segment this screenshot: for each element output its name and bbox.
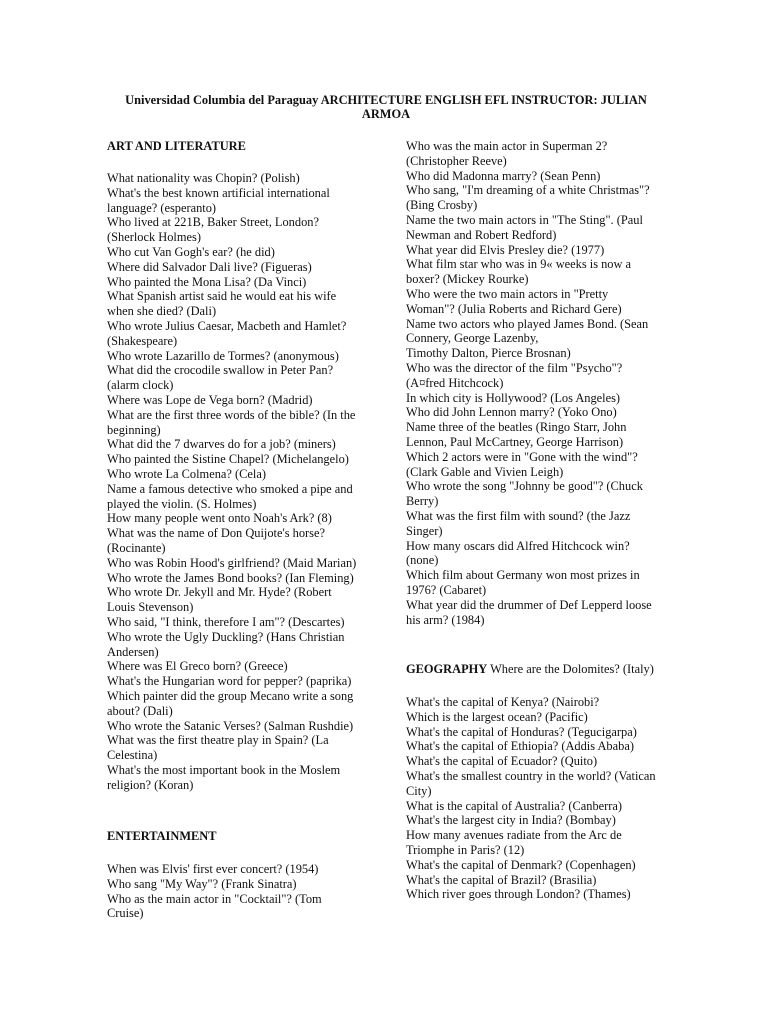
- document-title: [112, 93, 660, 122]
- art-literature-line: Who lived at 221B, Baker Street, London?: [107, 215, 319, 230]
- section-heading-art-literature: ART AND LITERATURE: [107, 139, 246, 153]
- entertainment-line: (Clark Gable and Vivien Leigh): [406, 464, 564, 479]
- geography-line: What's the smallest country in the world? (Vatican: [406, 769, 656, 783]
- art-literature-line: Who painted the Mona Lisa? (Da Vinci): [107, 274, 307, 289]
- art-literature-line: about? (Dali): [107, 703, 173, 718]
- geography-first-question: Where are the Dolomites? (Italy): [487, 662, 654, 676]
- art-literature-line: What's the Hungarian word for pepper? (paprika): [107, 674, 352, 689]
- entertainment-line: Newman and Robert Redford): [406, 227, 557, 242]
- entertainment-line: Which 2 actors were in "Gone with the wind"?: [406, 449, 638, 464]
- art-literature-line: Louis Stevenson): [107, 600, 194, 615]
- art-literature-line: (Shakespeare): [107, 333, 178, 348]
- art-literature-line: How many people went onto Noah's Ark? (8): [107, 511, 332, 526]
- entertainment-line: boxer? (Mickey Rourke): [406, 272, 529, 287]
- geography-line: What is the capital of Australia? (Canberra): [406, 798, 623, 813]
- art-literature-line: Name a famous detective who smoked a pipe and: [107, 481, 353, 496]
- geography-line: Which river goes through London? (Thames): [406, 887, 631, 902]
- art-literature-line: Andersen): [107, 644, 159, 659]
- entertainment-line: Woman"? (Julia Roberts and Richard Gere): [406, 301, 622, 316]
- entertainment-line: his arm? (1984): [406, 612, 485, 627]
- entertainment-line: Who wrote the song "Johnny be good"? (Chuck: [406, 479, 643, 494]
- geography-line: Which is the largest ocean? (Pacific): [406, 709, 588, 724]
- entertainment-line: What was the first film with sound? (the Jazz: [406, 509, 631, 523]
- geography-line: What's the capital of Ethiopia? (Addis Ababa): [406, 739, 634, 754]
- art-literature-line: (Sherlock Holmes): [107, 230, 201, 245]
- art-literature-line: What did the crocodile swallow in Peter Pan?: [107, 363, 334, 378]
- entertainment-line: Singer): [406, 523, 443, 538]
- geography-line: What's the capital of Ecuador? (Quito): [406, 754, 598, 769]
- entertainment-line: Name three of the beatles (Ringo Starr, John: [406, 420, 627, 435]
- entertainment-line: Who was the main actor in Superman 2?: [406, 139, 608, 153]
- art-literature-line: Where was Lope de Vega born? (Madrid): [107, 393, 313, 407]
- art-literature-line: Who wrote Julius Caesar, Macbeth and Hamlet?: [107, 319, 347, 333]
- art-literature-line: Who was Robin Hood's girlfriend? (Maid Marian): [107, 555, 357, 570]
- geography-line: What's the capital of Honduras? (Tegucigarpa): [406, 724, 637, 739]
- section-heading-entertainment: ENTERTAINMENT: [107, 829, 217, 843]
- title-line-2: ARMOA: [361, 107, 411, 122]
- entertainment-line: What year did Elvis Presley die? (1977): [406, 242, 605, 257]
- entertainment-line: When was Elvis' first ever concert? (1954): [107, 862, 319, 876]
- art-literature-line: What nationality was Chopin? (Polish): [107, 171, 300, 185]
- entertainment-line: Who was the director of the film "Psycho"?: [406, 361, 623, 375]
- art-literature-line: Who said, "I think, therefore I am"? (Descartes): [107, 615, 345, 629]
- entertainment-line: (none): [406, 553, 439, 568]
- section-heading-geography: GEOGRAPHY: [406, 662, 488, 676]
- art-literature-line: Which painter did the group Mecano write a song: [107, 689, 354, 703]
- entertainment-line: In which city is Hollywood? (Los Angeles): [406, 390, 621, 405]
- entertainment-line: Cruise): [107, 906, 144, 921]
- entertainment-line: Which film about Germany won most prizes in: [406, 568, 640, 583]
- entertainment-line: Who were the two main actors in "Pretty: [406, 287, 609, 301]
- geography-line: How many avenues radiate from the Arc de: [406, 828, 622, 843]
- art-literature-line: (alarm clock): [107, 378, 174, 393]
- art-literature-line: Where did Salvador Dali live? (Figueras): [107, 259, 312, 274]
- art-literature-line: Who wrote the Ugly Duckling? (Hans Christian: [107, 629, 345, 644]
- art-literature-line: Celestina): [107, 748, 158, 763]
- geography-line: What's the largest city in India? (Bombay): [406, 813, 616, 828]
- art-literature-line: What was the name of Don Quijote's horse?: [107, 526, 325, 541]
- geography-line: Triomphe in Paris? (12): [406, 843, 525, 857]
- section-heading-geography-row: [406, 662, 654, 677]
- art-literature-line: religion? (Koran): [107, 777, 194, 792]
- entertainment-line: What film star who was in 9« weeks is now a: [406, 257, 632, 272]
- entertainment-line: Timothy Dalton, Pierce Brosnan): [406, 346, 571, 361]
- art-literature-line: Who wrote the Satanic Verses? (Salman Rushdie): [107, 718, 354, 733]
- geography-line: What's the capital of Denmark? (Copenhagen): [406, 857, 636, 872]
- art-literature-line: Who wrote Dr. Jekyll and Mr. Hyde? (Robert: [107, 585, 332, 600]
- entertainment-line: (A¤fred Hitchcock): [406, 375, 504, 390]
- entertainment-line: Who sang, "I'm dreaming of a white Christmas"?: [406, 183, 650, 198]
- entertainment-line: Berry): [406, 494, 439, 509]
- art-literature-line: Who wrote La Colmena? (Cela): [107, 467, 266, 481]
- entertainment-line: How many oscars did Alfred Hitchcock win?: [406, 538, 630, 553]
- art-literature-line: What Spanish artist said he would eat his wife: [107, 289, 337, 304]
- geography-line: City): [406, 783, 432, 798]
- title-line-1: Universidad Columbia del Paraguay ARCHITECTURE ENGLISH EFL INSTRUCTOR: JULIAN: [125, 93, 647, 107]
- art-literature-line: Who painted the Sistine Chapel? (Michelangelo): [107, 452, 349, 467]
- entertainment-line: (Bing Crosby): [406, 198, 478, 213]
- art-literature-line: when she died? (Dali): [107, 304, 217, 319]
- art-literature-line: What did the 7 dwarves do for a job? (miners): [107, 437, 336, 452]
- art-literature-line: played the violin. (S. Holmes): [107, 496, 257, 511]
- art-literature-line: What was the first theatre play in Spain? (La: [107, 733, 329, 748]
- art-literature-line: language? (esperanto): [107, 200, 217, 215]
- art-literature-line: Who cut Van Gogh's ear? (he did): [107, 245, 275, 259]
- art-literature-line: Who wrote the James Bond books? (Ian Fleming): [107, 570, 354, 585]
- entertainment-line: Who sang "My Way"? (Frank Sinatra): [107, 876, 297, 891]
- art-literature-line: Who wrote Lazarillo de Tormes? (anonymous): [107, 348, 339, 363]
- art-literature-line: What's the best known artificial international: [107, 185, 330, 200]
- entertainment-line: Name two actors who played James Bond. (Sean: [406, 316, 649, 331]
- art-literature-line: What's the most important book in the Moslem: [107, 763, 341, 777]
- entertainment-line: 1976? (Cabaret): [406, 583, 487, 597]
- entertainment-line: What year did the drummer of Def Lepperd loose: [406, 597, 652, 612]
- art-literature-line: (Rocinante): [107, 541, 166, 555]
- art-literature-line: Where was El Greco born? (Greece): [107, 659, 288, 674]
- art-literature-line: What are the first three words of the bible? (In the: [107, 407, 356, 422]
- entertainment-line: Who as the main actor in "Cocktail"? (Tom: [107, 891, 322, 906]
- entertainment-line: Name the two main actors in "The Sting". (Paul: [406, 213, 643, 227]
- entertainment-line: (Christopher Reeve): [406, 153, 507, 168]
- geography-line: What's the capital of Brazil? (Brasilia): [406, 872, 597, 887]
- entertainment-line: Who did Madonna marry? (Sean Penn): [406, 168, 601, 183]
- geography-line: What's the capital of Kenya? (Nairobi?: [406, 695, 600, 709]
- entertainment-line: Connery, George Lazenby,: [406, 331, 539, 346]
- entertainment-line: Who did John Lennon marry? (Yoko Ono): [406, 405, 617, 420]
- entertainment-line: Lennon, Paul McCartney, George Harrison): [406, 435, 624, 449]
- art-literature-line: beginning): [107, 422, 161, 437]
